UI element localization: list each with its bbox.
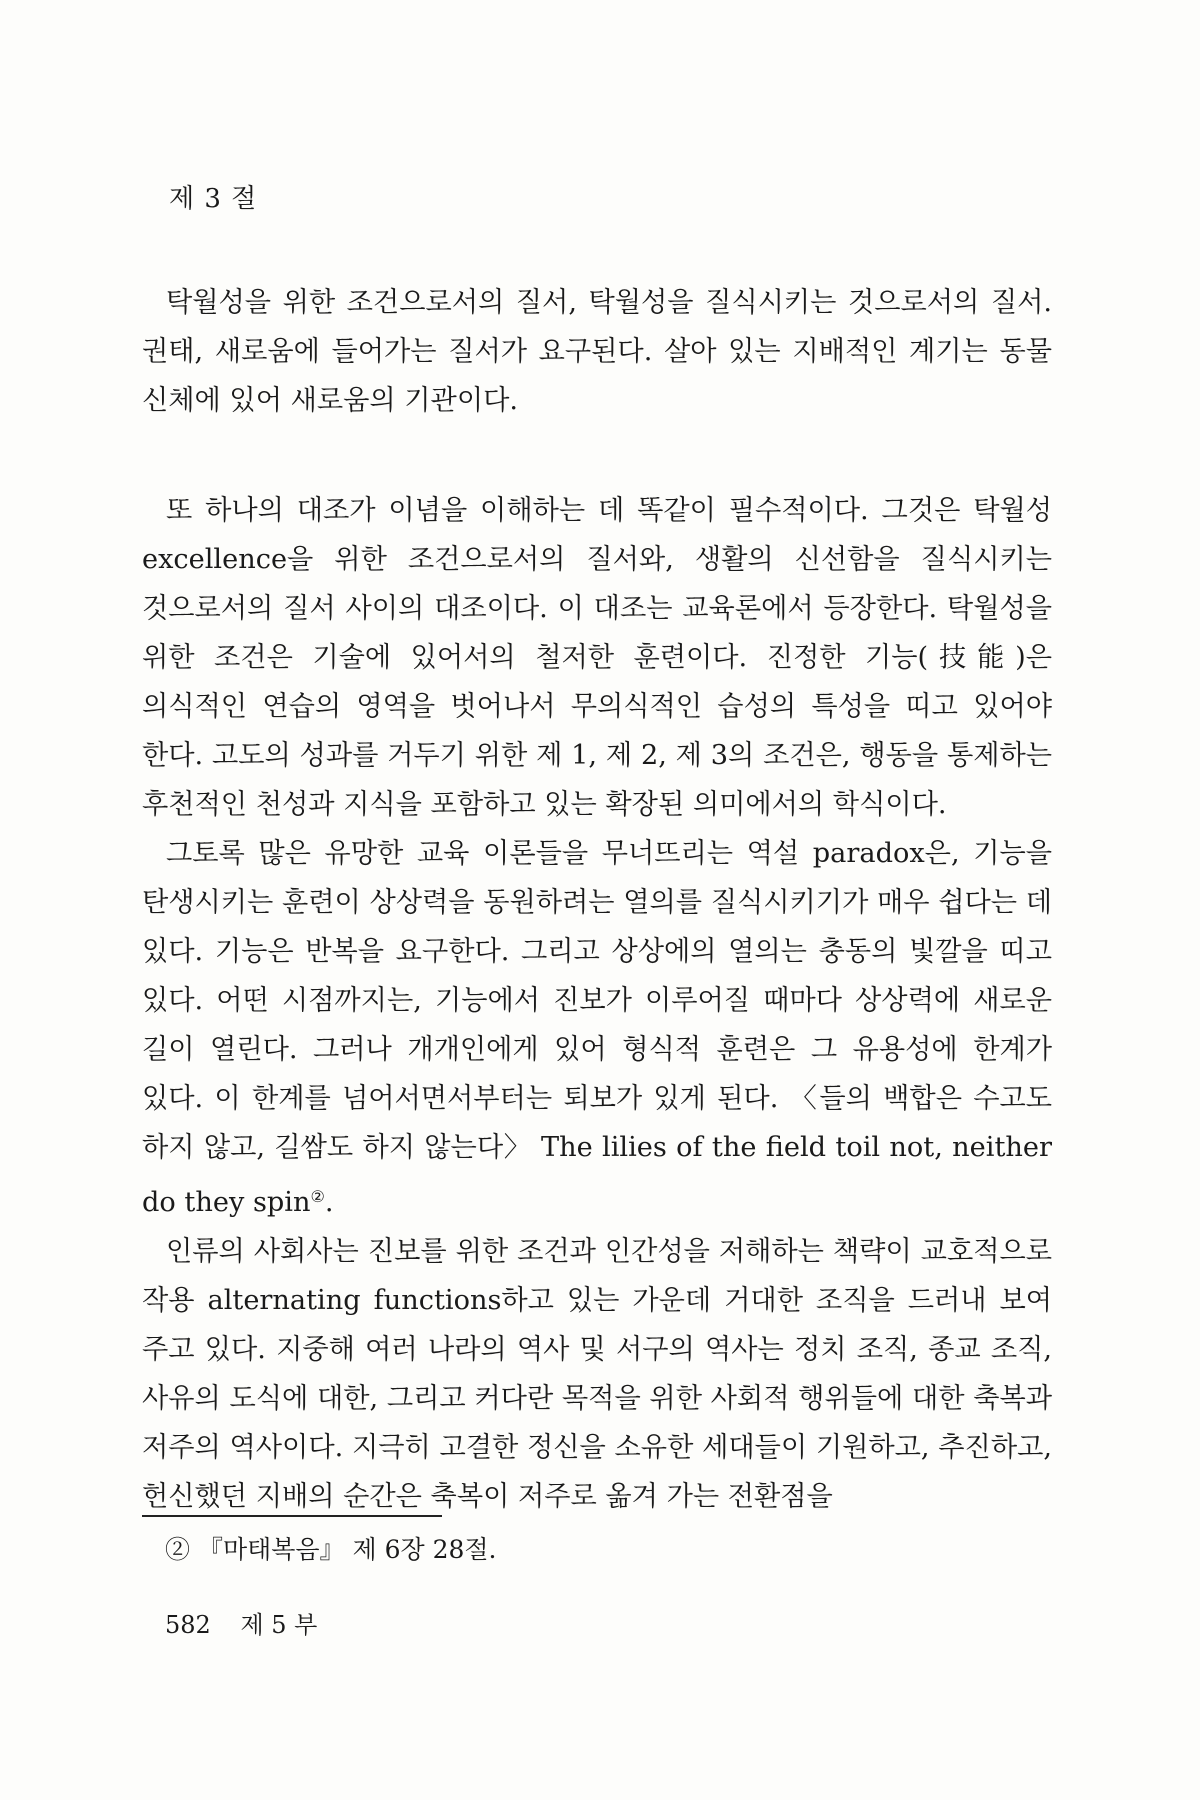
footnote: ② 『마태복음』 제 6장 28절. bbox=[165, 1535, 497, 1564]
paragraph-2 bbox=[142, 829, 1052, 1227]
page-number: 582 bbox=[165, 1611, 211, 1639]
section-heading: 제 3 절 bbox=[169, 184, 258, 214]
page-footer bbox=[165, 1605, 317, 1640]
paragraph-2-end: . bbox=[324, 1187, 334, 1218]
main-text bbox=[142, 486, 1052, 1521]
part-label: 제 5 부 bbox=[240, 1611, 318, 1639]
footnote-reference: ② bbox=[310, 1187, 325, 1206]
paragraph-2-text: 그토록 많은 유망한 교육 이론들을 무너뜨리는 역설 paradox은, 기능을 탄생시키는 훈련이 상상력을 동원하려는 열의를 질식시키기가 매우 쉽다는 데 있다. 기능은 반복을 요구한다. 그리고 상상에의 열의는 충동의 빛깔을 띠고 있다. 어떤 시점까지는, 기능에서 진보가 이루어질 때마다 상상력에 새로운 길이 열린다. 그러나 개개인에게 있어 형식적 훈련은 그 유용성에 한계가 있다. 이 한계를 넘어서면서부터는 퇴보가 있게 된다. 〈들의 백합은 수고도 하지 않고, 길쌈도 하지 않는다〉 The lilies of the field toil not, neither do they spin bbox=[142, 838, 1052, 1218]
paragraph-1: 또 하나의 대조가 이념을 이해하는 데 똑같이 필수적이다. 그것은 탁월성 excellence을 위한 조건으로서의 질서와, 생활의 신선함을 질식시키는 것으로서의 질서 사이의 대조이다. 이 대조는 교육론에서 등장한다. 탁월성을 위한 조건은 기술에 있어서의 철저한 훈련이다. 진정한 기능(技能)은 의식적인 연습의 영역을 벗어나서 무의식적인 습성의 특성을 띠고 있어야 한다. 고도의 성과를 거두기 위한 제 1, 제 2, 제 3의 조건은, 행동을 통제하는 후천적인 천성과 지식을 포함하고 있는 확장된 의미에서의 학식이다. bbox=[142, 495, 1052, 820]
epigraph: 탁월성을 위한 조건으로서의 질서, 탁월성을 질식시키는 것으로서의 질서. 권태, 새로움에 들어가는 질서가 요구된다. 살아 있는 지배적인 계기는 동물 신체에 있어 새로움의 기관이다. bbox=[142, 287, 1052, 416]
paragraph-3: 인류의 사회사는 진보를 위한 조건과 인간성을 저해하는 책략이 교호적으로 작용 alternating functions하고 있는 가운데 거대한 조직을 드러내 보여 주고 있다. 지중해 여러 나라의 역사 및 서구의 역사는 정치 조직, 종교 조직, 사유의 도식에 대한, 그리고 커다란 목적을 위한 사회적 행위들에 대한 축복과 저주의 역사이다. 지극히 고결한 정신을 소유한 세대들이 기원하고, 추진하고, 헌신했던 지배의 순간은 축복이 저주로 옮겨 가는 전환점을 bbox=[142, 1236, 1052, 1512]
footnote-divider bbox=[142, 1515, 442, 1517]
